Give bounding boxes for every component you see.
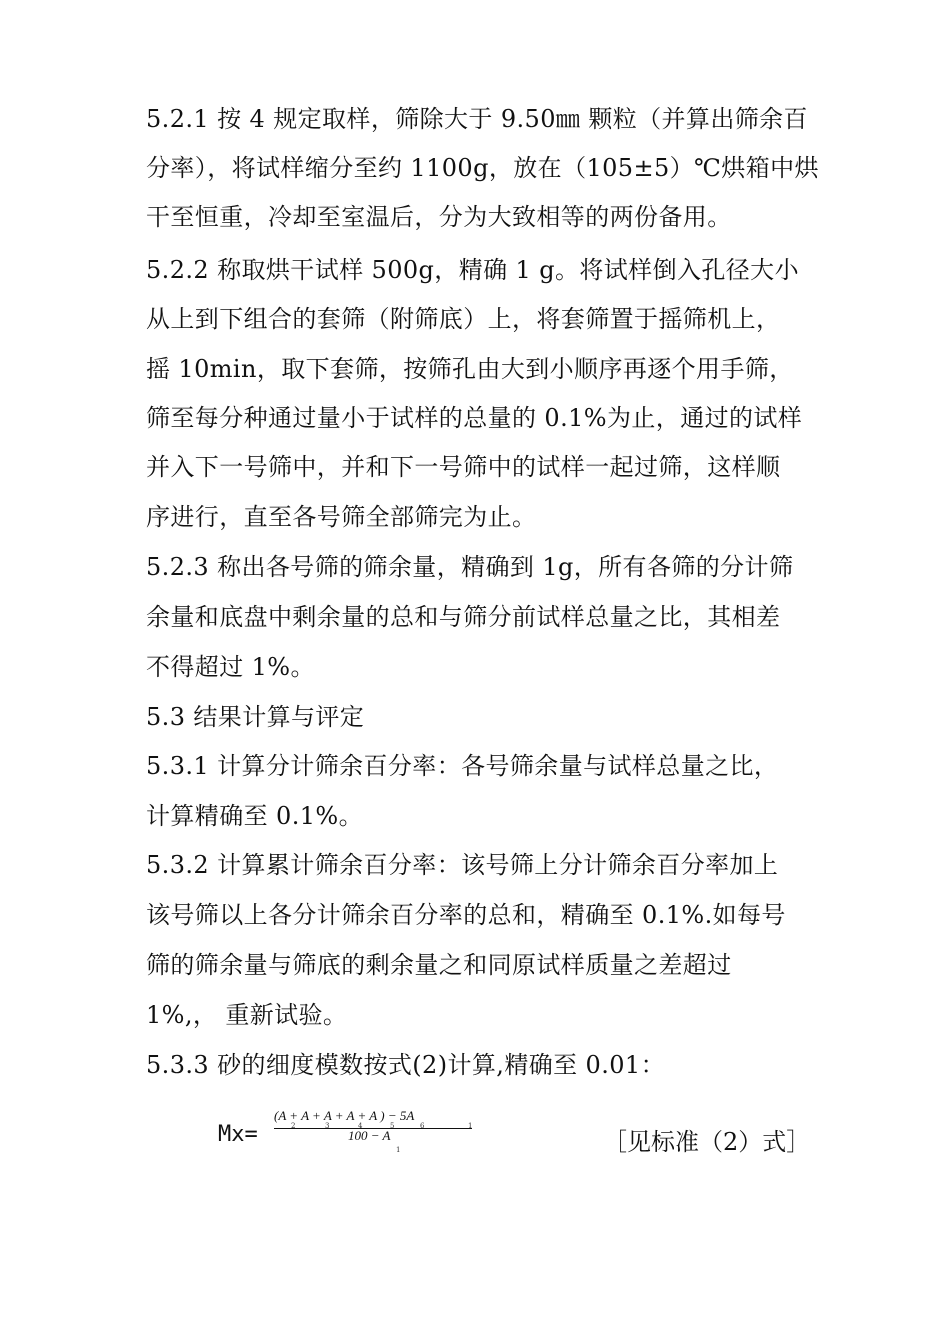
formula-subscript: 6 <box>420 1122 425 1130</box>
section-heading: 5.3 结果计算与评定 <box>146 703 365 731</box>
formula-denominator: 100 − A <box>348 1128 391 1143</box>
text-line: 该号筛以上各分计筛余百分率的总和，精确至 0.1%.如每号 <box>146 901 786 929</box>
text-line: 并入下一号筛中，并和下一号筛中的试样一起过筛，这样顺 <box>146 453 781 481</box>
formula-numerator: (A + A + A + A + A ) − 5A <box>274 1108 415 1123</box>
text-line: 计算精确至 0.1%。 <box>146 802 364 830</box>
formula-subscript: 2 <box>291 1122 296 1130</box>
text-line: 干至恒重，冷却至室温后，分为大致相等的两份备用。 <box>146 203 732 231</box>
text-line: 不得超过 1%。 <box>146 653 315 681</box>
text-line: 序进行，直至各号筛全部筛完为止。 <box>146 503 537 531</box>
text-line: 分率），将试样缩分至约 1100g，放在（105±5）℃烘箱中烘 <box>146 154 819 182</box>
formula-reference: ［见标准（2）式］ <box>603 1128 811 1156</box>
text-line: 摇 10min，取下套筛，按筛孔由大到小顺序再逐个用手筛， <box>146 355 794 383</box>
text-line: 从上到下组合的套筛（附筛底）上，将套筛置于摇筛机上， <box>146 305 781 333</box>
text-line: 筛的筛余量与筛底的剩余量之和同原试样质量之差超过 <box>146 951 732 979</box>
formula-subscript: 3 <box>325 1122 330 1130</box>
text-line: 5.2.1 按 4 规定取样，筛除大于 9.50㎜ 颗粒（并算出筛余百 <box>146 105 808 133</box>
text-line: 5.3.1 计算分计筛余百分率：各号筛余量与试样总量之比， <box>146 752 779 780</box>
text-line: 1%,， 重新试验。 <box>146 1001 348 1029</box>
text-line: 5.2.2 称取烘干试样 500g，精确 1 g。将试样倒入孔径大小 <box>146 256 799 284</box>
formula-subscript: 1 <box>468 1122 473 1130</box>
text-line: 5.3.3 砂的细度模数按式(2)计算,精确至 0.01： <box>146 1051 665 1079</box>
text-line: 余量和底盘中剩余量的总和与筛分前试样总量之比，其相差 <box>146 603 781 631</box>
formula-subscript: 1 <box>396 1146 401 1154</box>
fineness-modulus-formula <box>218 1108 818 1158</box>
text-line: 5.3.2 计算累计筛余百分率：该号筛上分计筛余百分率加上 <box>146 851 779 879</box>
text-line: 5.2.3 称出各号筛的筛余量，精确到 1g，所有各筛的分计筛 <box>146 553 794 581</box>
text-line: 筛至每分种通过量小于试样的总量的 0.1%为止，通过的试样 <box>146 404 803 432</box>
formula-label: Mx= <box>218 1122 258 1147</box>
formula-subscript: 4 <box>358 1122 363 1130</box>
formula-subscript: 5 <box>390 1122 395 1130</box>
